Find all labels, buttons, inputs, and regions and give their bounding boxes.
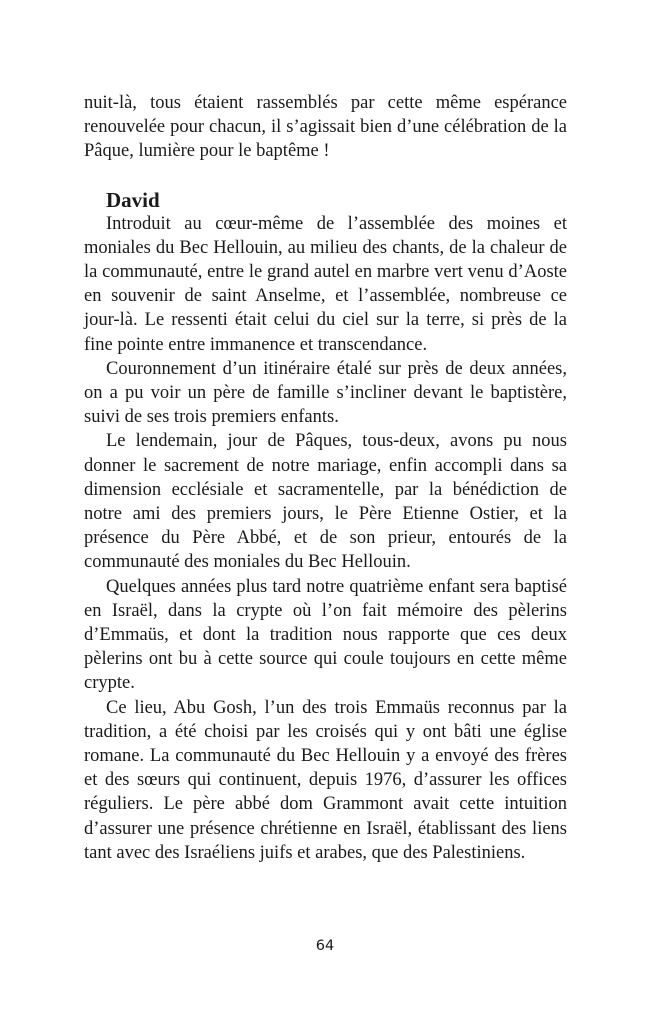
- paragraph: Couronnement d’un itinéraire étalé sur près de deux années, on a pu voir un père de famille s’incliner devant le baptistère, suivi de ses trois premiers enfants.: [84, 358, 567, 428]
- paragraph: Ce lieu, Abu Gosh, l’un des trois Emmaüs reconnus par la tradition, a été choisi par les croisés qui y ont bâti une église romane. La communauté du Bec Hellouin y a envoyé des frères et des sœurs qui continuent, depuis 1976, d’assurer les offices réguliers. Le père abbé dom Grammont avait cette intuition d’assurer une présence chrétienne en Israël, établissant des liens tant avec des Israéliens juifs et arabes, que des Palestiniens.: [84, 697, 567, 863]
- page-number: 64: [315, 938, 335, 954]
- paragraph: Introduit au cœur-même de l’assemblée des moines et moniales du Bec Hellouin, au milieu des chants, de la chaleur de la communauté, entre le grand autel en marbre vert venu d’Aoste en souvenir de saint Anselme, et l’assemblée, nombreuse ce jour-là. Le ressenti était celui du ciel sur la terre, si près de la fine pointe entre immanence et transcendance.: [84, 213, 567, 355]
- section-heading: David: [106, 187, 160, 212]
- intro-paragraph: nuit-là, tous étaient rassemblés par cette même espérance renouvelée pour chacun, il s’agissait bien d’une célébration de la Pâque, lumière pour le baptême !: [84, 93, 567, 162]
- paragraph: Le lendemain, jour de Pâques, tous-deux, avons pu nous donner le sacrement de notre mariage, enfin accompli dans sa dimension ecclésiale et sacramentelle, par la bénédiction de notre ami des premiers jours, le Père Etienne Ostier, et la présence du Père Abbé, et de son prieur, entourés de la communauté des moniales du Bec Hellouin.: [84, 431, 567, 573]
- paragraph: Quelques années plus tard notre quatrième enfant sera baptisé en Israël, dans la crypte où l’on fait mémoire des pèlerins d’Emmaüs, et dont la tradition nous rapporte que ces deux pèlerins ont bu à cette source qui coule toujours en cette même crypte.: [84, 576, 567, 694]
- page-body: [84, 91, 567, 865]
